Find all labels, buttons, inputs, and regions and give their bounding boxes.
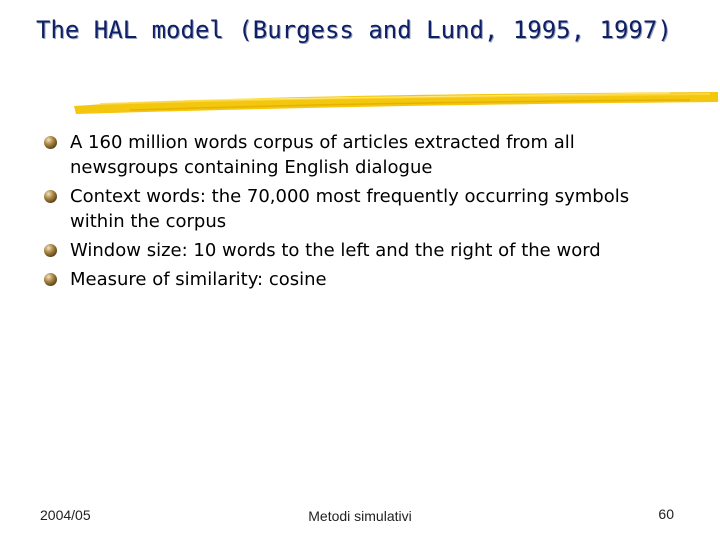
- bullet-text: Measure of similarity: cosine: [70, 269, 327, 290]
- footer-date: 2004/05: [40, 507, 91, 523]
- brush-stroke-divider: [70, 88, 720, 116]
- sphere-bullet-icon: [44, 190, 57, 203]
- bullet-item: [44, 238, 684, 263]
- bullet-item: [44, 130, 684, 180]
- bullet-item: [44, 184, 684, 234]
- footer-title-wrap: [0, 508, 720, 524]
- sphere-bullet-icon: [44, 244, 57, 257]
- footer-title: Metodi simulativi: [308, 508, 412, 524]
- sphere-bullet-icon: [44, 136, 57, 149]
- sphere-bullet-icon: [44, 273, 57, 286]
- page-number: 60: [658, 506, 674, 522]
- slide-title: The HAL model (Burgess and Lund, 1995, 1997): [36, 16, 672, 44]
- bullet-list: [44, 130, 684, 296]
- bullet-item: [44, 267, 684, 292]
- bullet-text: Window size: 10 words to the left and the right of the word: [70, 240, 601, 261]
- bullet-text: A 160 million words corpus of articles extracted from all newsgroups containing English dialogue: [70, 132, 575, 178]
- bullet-text: Context words: the 70,000 most frequently occurring symbols within the corpus: [70, 186, 630, 232]
